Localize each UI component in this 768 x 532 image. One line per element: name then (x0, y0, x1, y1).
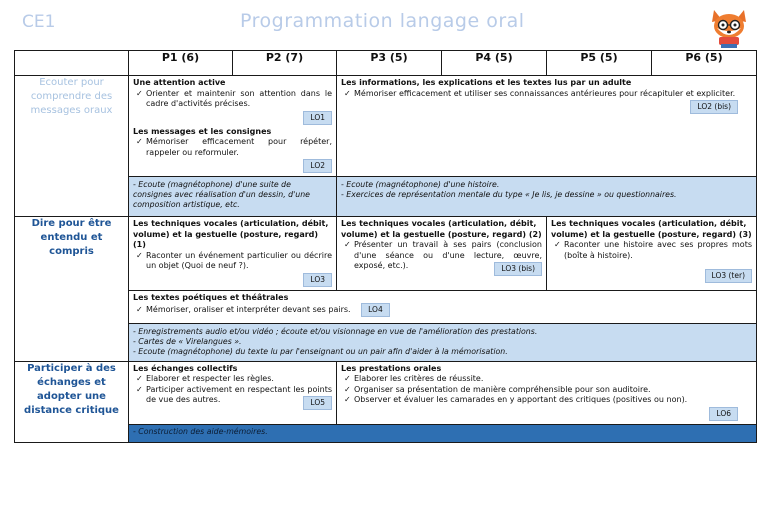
dire-p1-p2-cell (129, 217, 337, 291)
badge-lo4: LO4 (361, 303, 390, 317)
header-p6: P6 (5) (652, 51, 757, 76)
page-title: Programmation langage oral (240, 10, 525, 32)
participer-item-observer: ✓ Observer et évaluer les camarades en y apportant des critiques (positives ou non). (341, 395, 752, 406)
domain-dire: Dire pour être entendu et compris (15, 217, 129, 362)
ecouter-tools-p1-p2: - Ecoute (magnétophone) d'une suite de consignes avec réalisation d'un dessin, d'une composition artistique, etc. (129, 177, 337, 217)
participer-item-organiser: ✓ Organiser sa présentation de manière compréhensible pour son auditoire. (341, 385, 752, 396)
dire-tools (129, 323, 757, 361)
dire-heading-1: Les techniques vocales (articulation, débit, volume) et la gestuelle (posture, regard) (1) (133, 219, 329, 250)
header-p3: P3 (5) (337, 51, 442, 76)
ecouter-item-informations: ✓ Mémoriser efficacement et utiliser ses connaissances antérieures pour récapituler et expliciter. (341, 89, 752, 100)
badge-lo3-bis: LO3 (bis) (494, 262, 542, 276)
dire-item-3: ✓ Raconter une histoire avec ses propres mots (boîte à histoire). (551, 240, 752, 261)
dire-item-1: ✓ Raconter un événement particulier ou décrire un objet (Quoi de neuf ?). (133, 251, 332, 272)
dire-tool-line: - Ecoute (magnétophone) du texte lu par l'enseignant ou un pair afin d'aider à la mémorisation. (133, 346, 508, 356)
participer-heading-prestations: Les prestations orales (341, 363, 442, 373)
ecouter-tool-line: - Exercices de représentation mentale du type « Je lis, je dessine » ou questionnaires. (341, 190, 677, 200)
programming-table (14, 50, 757, 443)
badge-lo3-ter: LO3 (ter) (705, 269, 752, 283)
badge-lo3: LO3 (303, 273, 332, 287)
participer-heading-echanges: Les échanges collectifs (133, 363, 238, 373)
ecouter-p1-p2-cell (129, 76, 337, 177)
ecouter-tools-p3-p6 (337, 177, 757, 217)
dire-p5-p6-cell (547, 217, 757, 291)
dire-heading-2: Les techniques vocales (articulation, débit, volume) et la gestuelle (posture, regard) (2) (341, 219, 542, 239)
domain-participer: Participer à des échanges et adopter une distance critique (15, 361, 129, 442)
ecouter-heading-attention: Une attention active (133, 78, 226, 87)
participer-tools: - Construction des aide-mémoires. (129, 424, 757, 442)
header-empty (15, 51, 129, 76)
participer-item-participer: ✓ Participer activement en respectant les points de vue des autres. (133, 385, 332, 406)
ecouter-item-attention: ✓ Orienter et maintenir son attention dans le cadre d'activités précises. (133, 89, 332, 110)
badge-lo2: LO2 (303, 159, 332, 173)
dire-tool-line: - Cartes de « Virelangues ». (133, 336, 242, 346)
domain-ecouter: Ecouter pour comprendre des messages oraux (15, 76, 129, 217)
participer-p3-p6-cell (337, 361, 757, 424)
participer-item-regles: ✓ Elaborer et respecter les règles. (133, 374, 332, 385)
badge-lo1: LO1 (303, 111, 332, 125)
fox-with-glasses-icon (706, 4, 752, 50)
dire-heading-poetic: Les textes poétiques et théâtrales (133, 292, 289, 302)
participer-p1-p2-cell (129, 361, 337, 424)
dire-item-2: ✓ Présenter un travail à ses pairs (conclusion d'une séance ou d'une lecture, œuvre, exposé, etc.). (341, 240, 542, 272)
header-p5: P5 (5) (547, 51, 652, 76)
ecouter-item-messages: ✓ Mémoriser efficacement pour répéter, rappeler ou reformuler. (133, 137, 332, 158)
class-level: CE1 (22, 12, 56, 32)
badge-lo6: LO6 (709, 407, 738, 421)
ecouter-tool-line: - Ecoute (magnétophone) d'une histoire. (341, 180, 500, 190)
ecouter-heading-informations: Les informations, les explications et les textes lus par un adulte (341, 78, 632, 87)
ecouter-heading-messages: Les messages et les consignes (133, 126, 272, 136)
dire-item-poetic: ✓ Mémoriser, oraliser et interpréter devant ses pairs. (133, 305, 351, 316)
header-p1: P1 (6) (129, 51, 233, 76)
dire-p3-p4-cell (337, 217, 547, 291)
header-p4: P4 (5) (442, 51, 547, 76)
badge-lo2-bis: LO2 (bis) (690, 100, 738, 114)
header-p2: P2 (7) (233, 51, 337, 76)
dire-heading-3: Les techniques vocales (articulation, débit, volume) et la gestuelle (posture, regard) (3) (551, 219, 752, 239)
dire-poetic-cell (129, 290, 757, 323)
participer-item-criteres: ✓ Elaborer les critères de réussite. (341, 374, 752, 385)
ecouter-p3-p6-cell (337, 76, 757, 177)
dire-tool-line: - Enregistrements audio et/ou vidéo ; écoute et/ou visionnage en vue de l'amélioration des prestations. (133, 326, 538, 336)
badge-lo5: LO5 (303, 396, 332, 410)
